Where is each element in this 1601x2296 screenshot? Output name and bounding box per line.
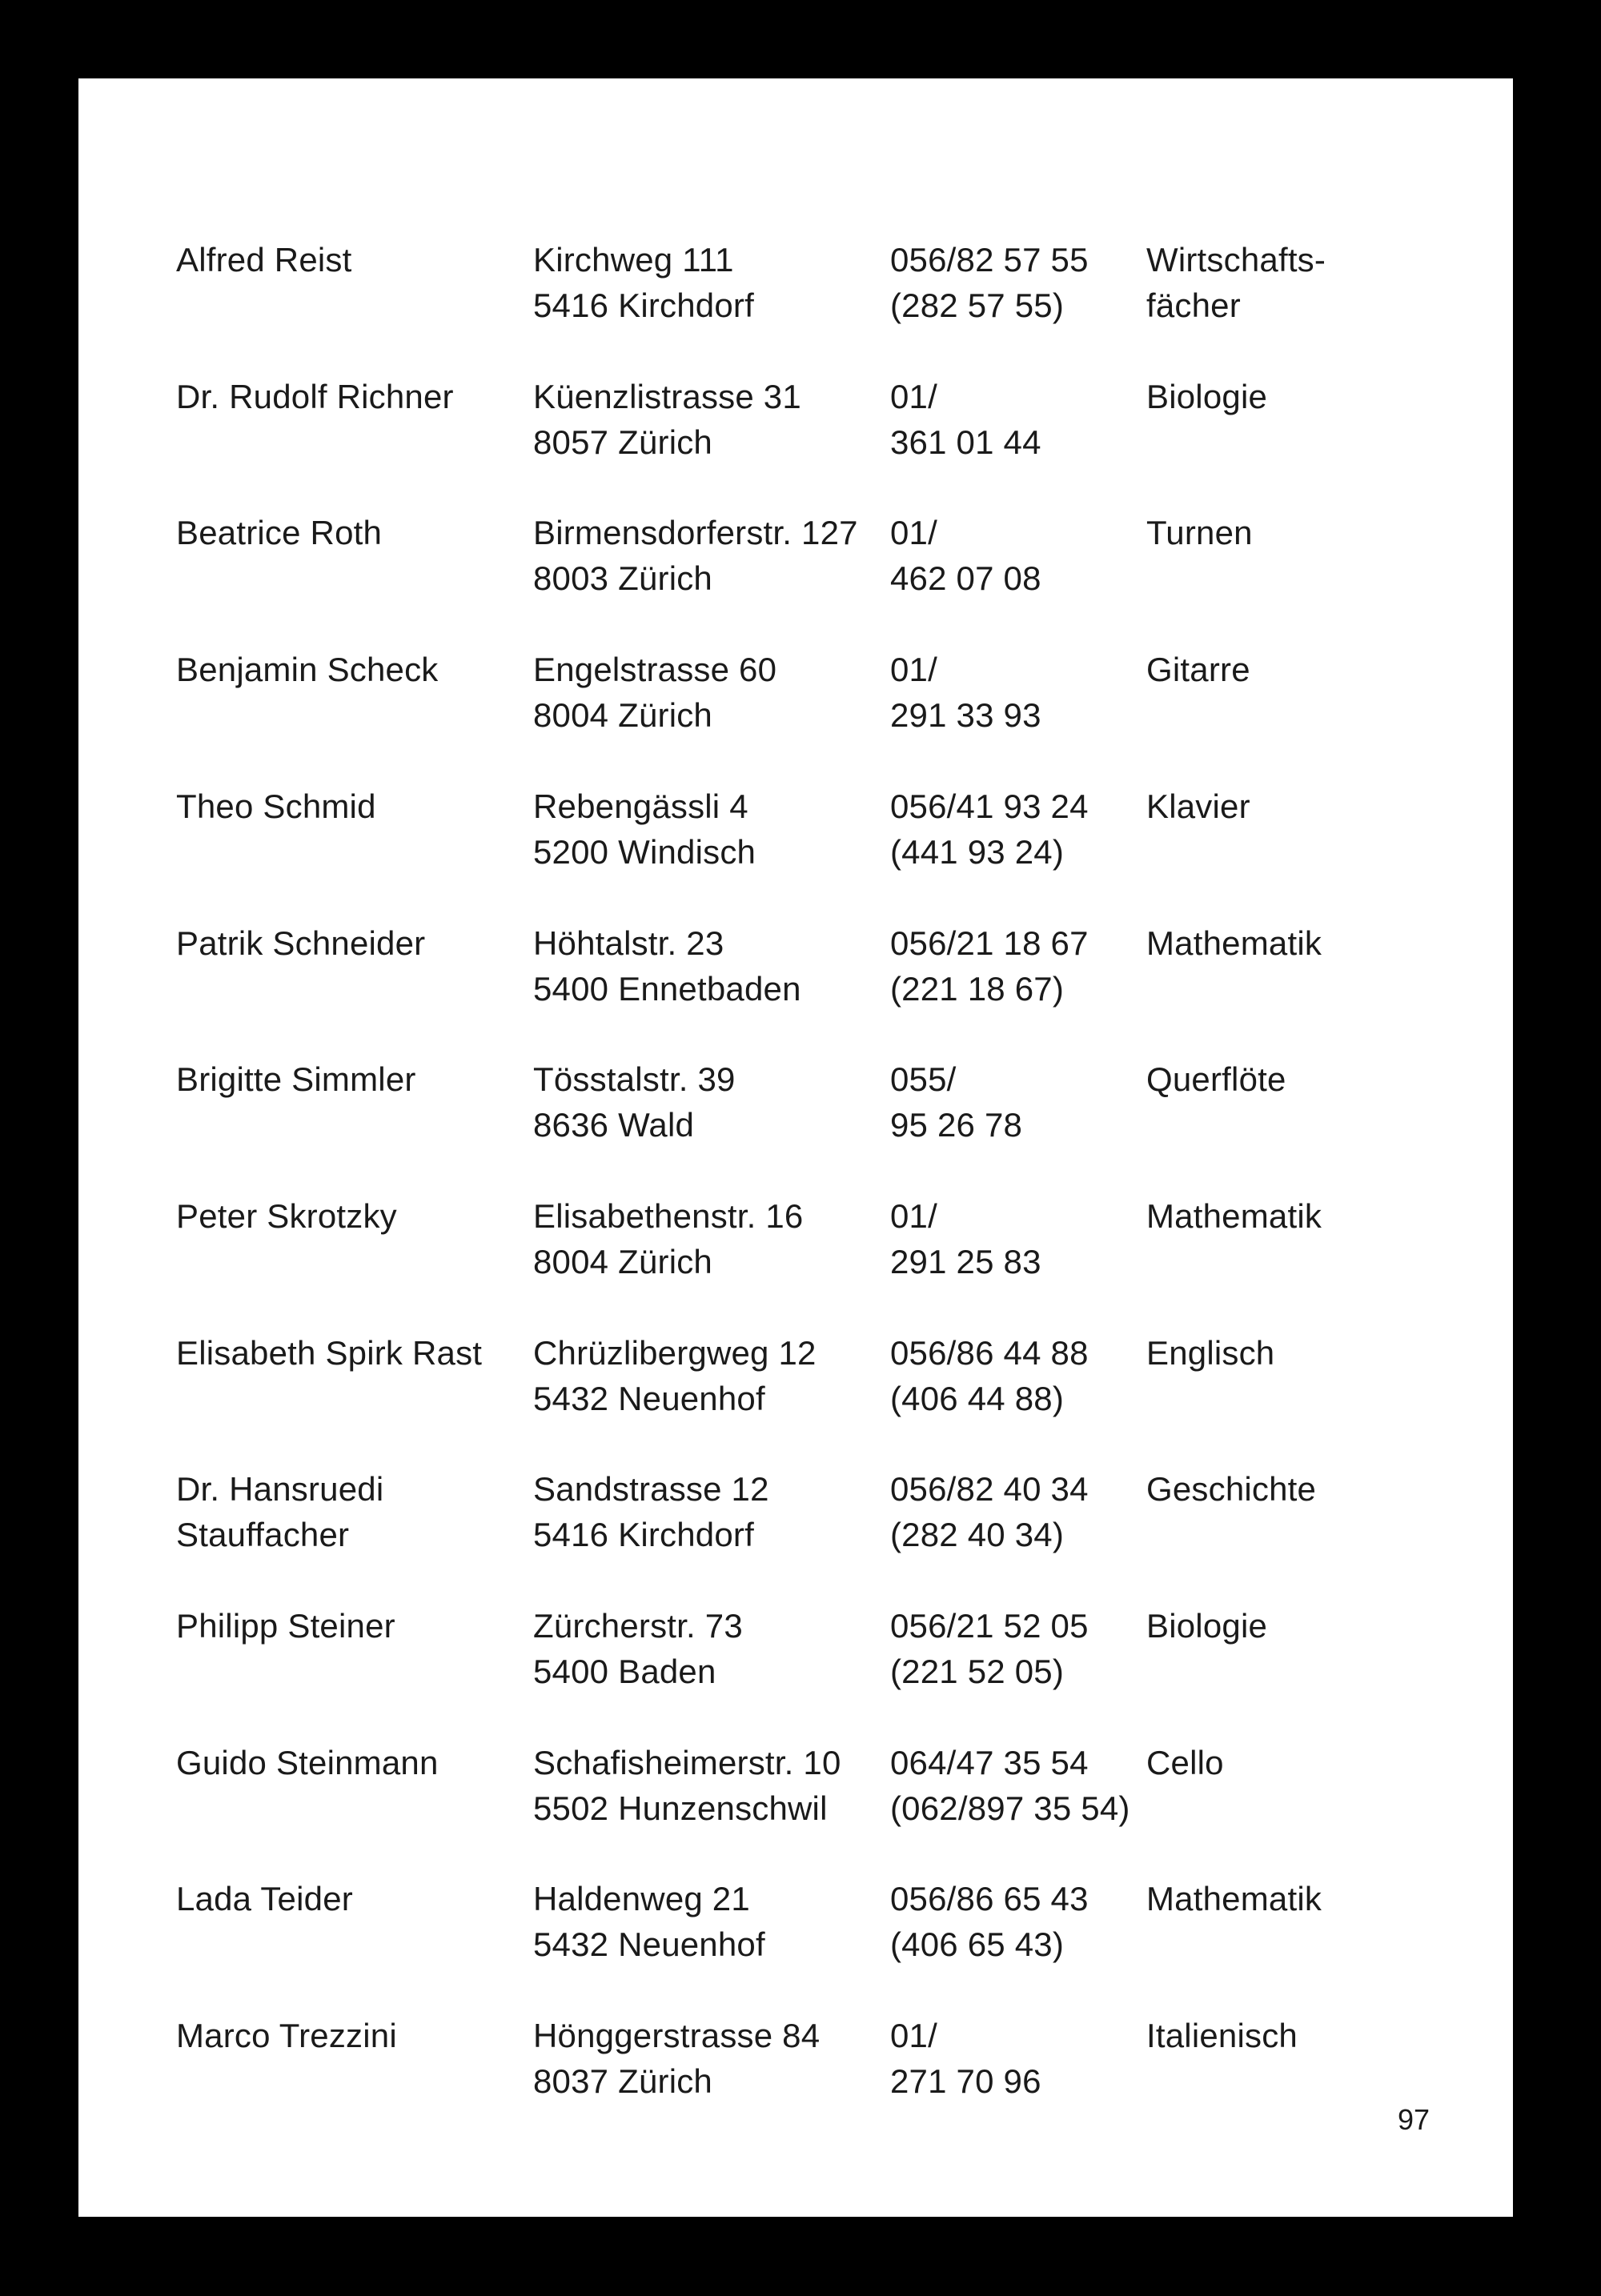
entry-name	[176, 1056, 416, 1102]
entry-phone	[890, 1193, 1041, 1284]
directory-entry	[78, 1330, 1513, 1426]
entry-address	[533, 2013, 820, 2104]
entry-phone	[890, 374, 1041, 465]
entry-subject-line: Mathematik	[1146, 924, 1322, 962]
directory-entry	[78, 237, 1513, 333]
entry-subject-line: Gitarre	[1146, 651, 1250, 688]
entry-name	[176, 647, 439, 692]
entry-address-line: Chrüzlibergweg 12	[533, 1334, 817, 1372]
entry-subject-line: Geschichte	[1146, 1470, 1317, 1508]
entry-subject-line: fächer	[1146, 286, 1241, 324]
entry-address-line: 5400 Ennetbaden	[533, 970, 801, 1008]
entry-phone	[890, 1466, 1089, 1557]
entry-address	[533, 920, 801, 1012]
entry-name-line: Elisabeth Spirk Rast	[176, 1334, 483, 1372]
entry-subject	[1146, 1330, 1274, 1376]
entry-name	[176, 237, 351, 282]
entry-phone-line: (221 18 67)	[890, 970, 1065, 1008]
entry-address-line: 5432 Neuenhof	[533, 1925, 765, 1963]
entry-address-line: Hönggerstrasse 84	[533, 2017, 821, 2054]
entry-phone-line: 056/86 44 88	[890, 1334, 1089, 1372]
entry-address	[533, 374, 801, 465]
entry-address-line: 5416 Kirchdorf	[533, 1516, 754, 1553]
entry-name	[176, 920, 425, 966]
entry-address-line: 5400 Baden	[533, 1653, 716, 1690]
entry-phone	[890, 1603, 1089, 1694]
entry-name-line: Patrik Schneider	[176, 924, 426, 962]
entry-name-line: Dr. Hansruedi	[176, 1470, 384, 1508]
entry-phone-line: 01/	[890, 514, 937, 551]
entry-phone-line: (282 40 34)	[890, 1516, 1065, 1553]
entry-address-line: Höhtalstr. 23	[533, 924, 724, 962]
directory-entry	[78, 1056, 1513, 1152]
entry-subject-line: Italienisch	[1146, 2017, 1298, 2054]
directory-entry	[78, 1603, 1513, 1699]
entry-subject-line: Biologie	[1146, 378, 1268, 415]
entry-name-line: Alfred Reist	[176, 241, 352, 278]
entry-subject	[1146, 1740, 1224, 1785]
entry-phone-line: (221 52 05)	[890, 1653, 1065, 1690]
entry-address-line: 5432 Neuenhof	[533, 1380, 765, 1417]
entry-subject	[1146, 1603, 1267, 1649]
entry-phone-line: 01/	[890, 378, 937, 415]
entry-phone-line: 291 25 83	[890, 1243, 1041, 1280]
entry-subject	[1146, 1193, 1322, 1239]
entry-address-line: Sandstrasse 12	[533, 1470, 769, 1508]
entry-address-line: 8004 Zürich	[533, 1243, 712, 1280]
entry-address	[533, 510, 858, 601]
entry-subject	[1146, 237, 1326, 328]
entry-phone-line: (406 65 43)	[890, 1925, 1065, 1963]
entry-phone-line: (062/897 35 54)	[890, 1789, 1130, 1827]
entry-phone	[890, 920, 1089, 1012]
entry-name-line: Brigitte Simmler	[176, 1060, 416, 1098]
entry-phone-line: 056/86 65 43	[890, 1880, 1089, 1917]
entry-address-line: Kirchweg 111	[533, 241, 734, 278]
entry-subject-line: Klavier	[1146, 787, 1250, 825]
entry-phone-line: 056/21 52 05	[890, 1607, 1089, 1645]
directory-entry	[78, 1876, 1513, 1972]
directory-entry	[78, 374, 1513, 470]
entry-subject-line: Wirtschafts-	[1146, 241, 1326, 278]
entry-name-line: Benjamin Scheck	[176, 651, 439, 688]
entry-address-line: Elisabethenstr. 16	[533, 1197, 804, 1235]
entry-subject-line: Englisch	[1146, 1334, 1275, 1372]
entry-address	[533, 1740, 841, 1831]
entry-name-line: Guido Steinmann	[176, 1744, 439, 1781]
directory-entry	[78, 2013, 1513, 2109]
entry-address	[533, 1193, 804, 1284]
entry-subject	[1146, 1056, 1286, 1102]
entry-subject	[1146, 510, 1253, 555]
entry-name	[176, 374, 454, 419]
entry-name	[176, 1330, 482, 1376]
entry-name	[176, 1876, 353, 1921]
entry-phone-line: 361 01 44	[890, 423, 1041, 461]
entry-address	[533, 1603, 743, 1694]
entry-phone-line: (406 44 88)	[890, 1380, 1065, 1417]
entry-address-line: 8004 Zürich	[533, 696, 712, 734]
entry-subject-line: Biologie	[1146, 1607, 1268, 1645]
entry-name-line: Peter Skrotzky	[176, 1197, 397, 1235]
entry-phone-line: 462 07 08	[890, 559, 1041, 597]
entry-phone-line: 01/	[890, 1197, 937, 1235]
entry-address-line: 5416 Kirchdorf	[533, 286, 754, 324]
page-number: 97	[1397, 2103, 1430, 2136]
entry-subject-line: Turnen	[1146, 514, 1253, 551]
entry-name	[176, 783, 376, 829]
entry-address-line: 8003 Zürich	[533, 559, 712, 597]
entry-phone-line: (282 57 55)	[890, 286, 1065, 324]
entry-name-line: Theo Schmid	[176, 787, 376, 825]
entry-phone-line: 056/82 40 34	[890, 1470, 1089, 1508]
entry-address-line: Tösstalstr. 39	[533, 1060, 736, 1098]
entry-address	[533, 1466, 769, 1557]
entry-phone-line: 064/47 35 54	[890, 1744, 1089, 1781]
entry-address-line: 8057 Zürich	[533, 423, 712, 461]
entry-address	[533, 237, 754, 328]
entry-address	[533, 1330, 817, 1421]
entry-address-line: Schafisheimerstr. 10	[533, 1744, 841, 1781]
entry-phone	[890, 237, 1089, 328]
directory-entry	[78, 1740, 1513, 1836]
entry-phone-line: 271 70 96	[890, 2062, 1041, 2100]
entry-address-line: Küenzlistrasse 31	[533, 378, 801, 415]
entry-address-line: 5502 Hunzenschwil	[533, 1789, 828, 1827]
entry-subject	[1146, 374, 1267, 419]
entry-phone	[890, 1056, 1022, 1148]
entry-phone-line: (441 93 24)	[890, 833, 1065, 871]
entry-subject-line: Cello	[1146, 1744, 1224, 1781]
entry-name	[176, 1193, 397, 1239]
entry-subject	[1146, 1876, 1322, 1921]
entry-address	[533, 783, 756, 875]
entry-name-line: Marco Trezzini	[176, 2017, 397, 2054]
entry-phone	[890, 1330, 1089, 1421]
entry-name-line: Philipp Steiner	[176, 1607, 395, 1645]
entry-name-line: Beatrice Roth	[176, 514, 383, 551]
entry-name	[176, 1603, 395, 1649]
entry-name	[176, 1740, 439, 1785]
entry-address	[533, 1876, 765, 1967]
entry-name-line: Stauffacher	[176, 1516, 350, 1553]
entry-subject	[1146, 1466, 1316, 1512]
entry-address-line: 8636 Wald	[533, 1106, 695, 1144]
entry-address	[533, 647, 776, 738]
entry-address-line: Engelstrasse 60	[533, 651, 777, 688]
entry-subject	[1146, 920, 1322, 966]
entry-address-line: Rebengässli 4	[533, 787, 748, 825]
entry-subject	[1146, 783, 1250, 829]
entry-name	[176, 2013, 397, 2058]
entry-subject	[1146, 2013, 1298, 2058]
directory-entry	[78, 647, 1513, 743]
document-page	[78, 78, 1513, 2217]
entry-name-line: Dr. Rudolf Richner	[176, 378, 454, 415]
entry-phone-line: 95 26 78	[890, 1106, 1023, 1144]
entry-phone	[890, 783, 1089, 875]
entry-subject-line: Mathematik	[1146, 1197, 1322, 1235]
entry-phone	[890, 647, 1041, 738]
entry-phone	[890, 1876, 1089, 1967]
entry-address-line: Haldenweg 21	[533, 1880, 750, 1917]
entry-address-line: Birmensdorferstr. 127	[533, 514, 858, 551]
entry-phone-line: 291 33 93	[890, 696, 1041, 734]
entry-phone-line: 01/	[890, 2017, 937, 2054]
entry-address	[533, 1056, 736, 1148]
entry-phone-line: 056/21 18 67	[890, 924, 1089, 962]
entry-phone	[890, 2013, 1041, 2104]
entry-subject	[1146, 647, 1250, 692]
entry-name-line: Lada Teider	[176, 1880, 353, 1917]
directory-entry	[78, 1466, 1513, 1562]
entry-phone	[890, 1740, 1130, 1831]
directory-entry	[78, 920, 1513, 1016]
entry-phone-line: 056/82 57 55	[890, 241, 1089, 278]
directory-entry	[78, 510, 1513, 606]
entry-subject-line: Mathematik	[1146, 1880, 1322, 1917]
entry-phone	[890, 510, 1041, 601]
entry-address-line: Zürcherstr. 73	[533, 1607, 743, 1645]
entry-phone-line: 055/	[890, 1060, 957, 1098]
entry-name	[176, 1466, 383, 1557]
entry-address-line: 8037 Zürich	[533, 2062, 712, 2100]
entry-phone-line: 01/	[890, 651, 937, 688]
entry-phone-line: 056/41 93 24	[890, 787, 1089, 825]
entry-name	[176, 510, 382, 555]
directory-entry	[78, 783, 1513, 880]
directory-entry	[78, 1193, 1513, 1289]
entry-subject-line: Querflöte	[1146, 1060, 1286, 1098]
entry-address-line: 5200 Windisch	[533, 833, 756, 871]
